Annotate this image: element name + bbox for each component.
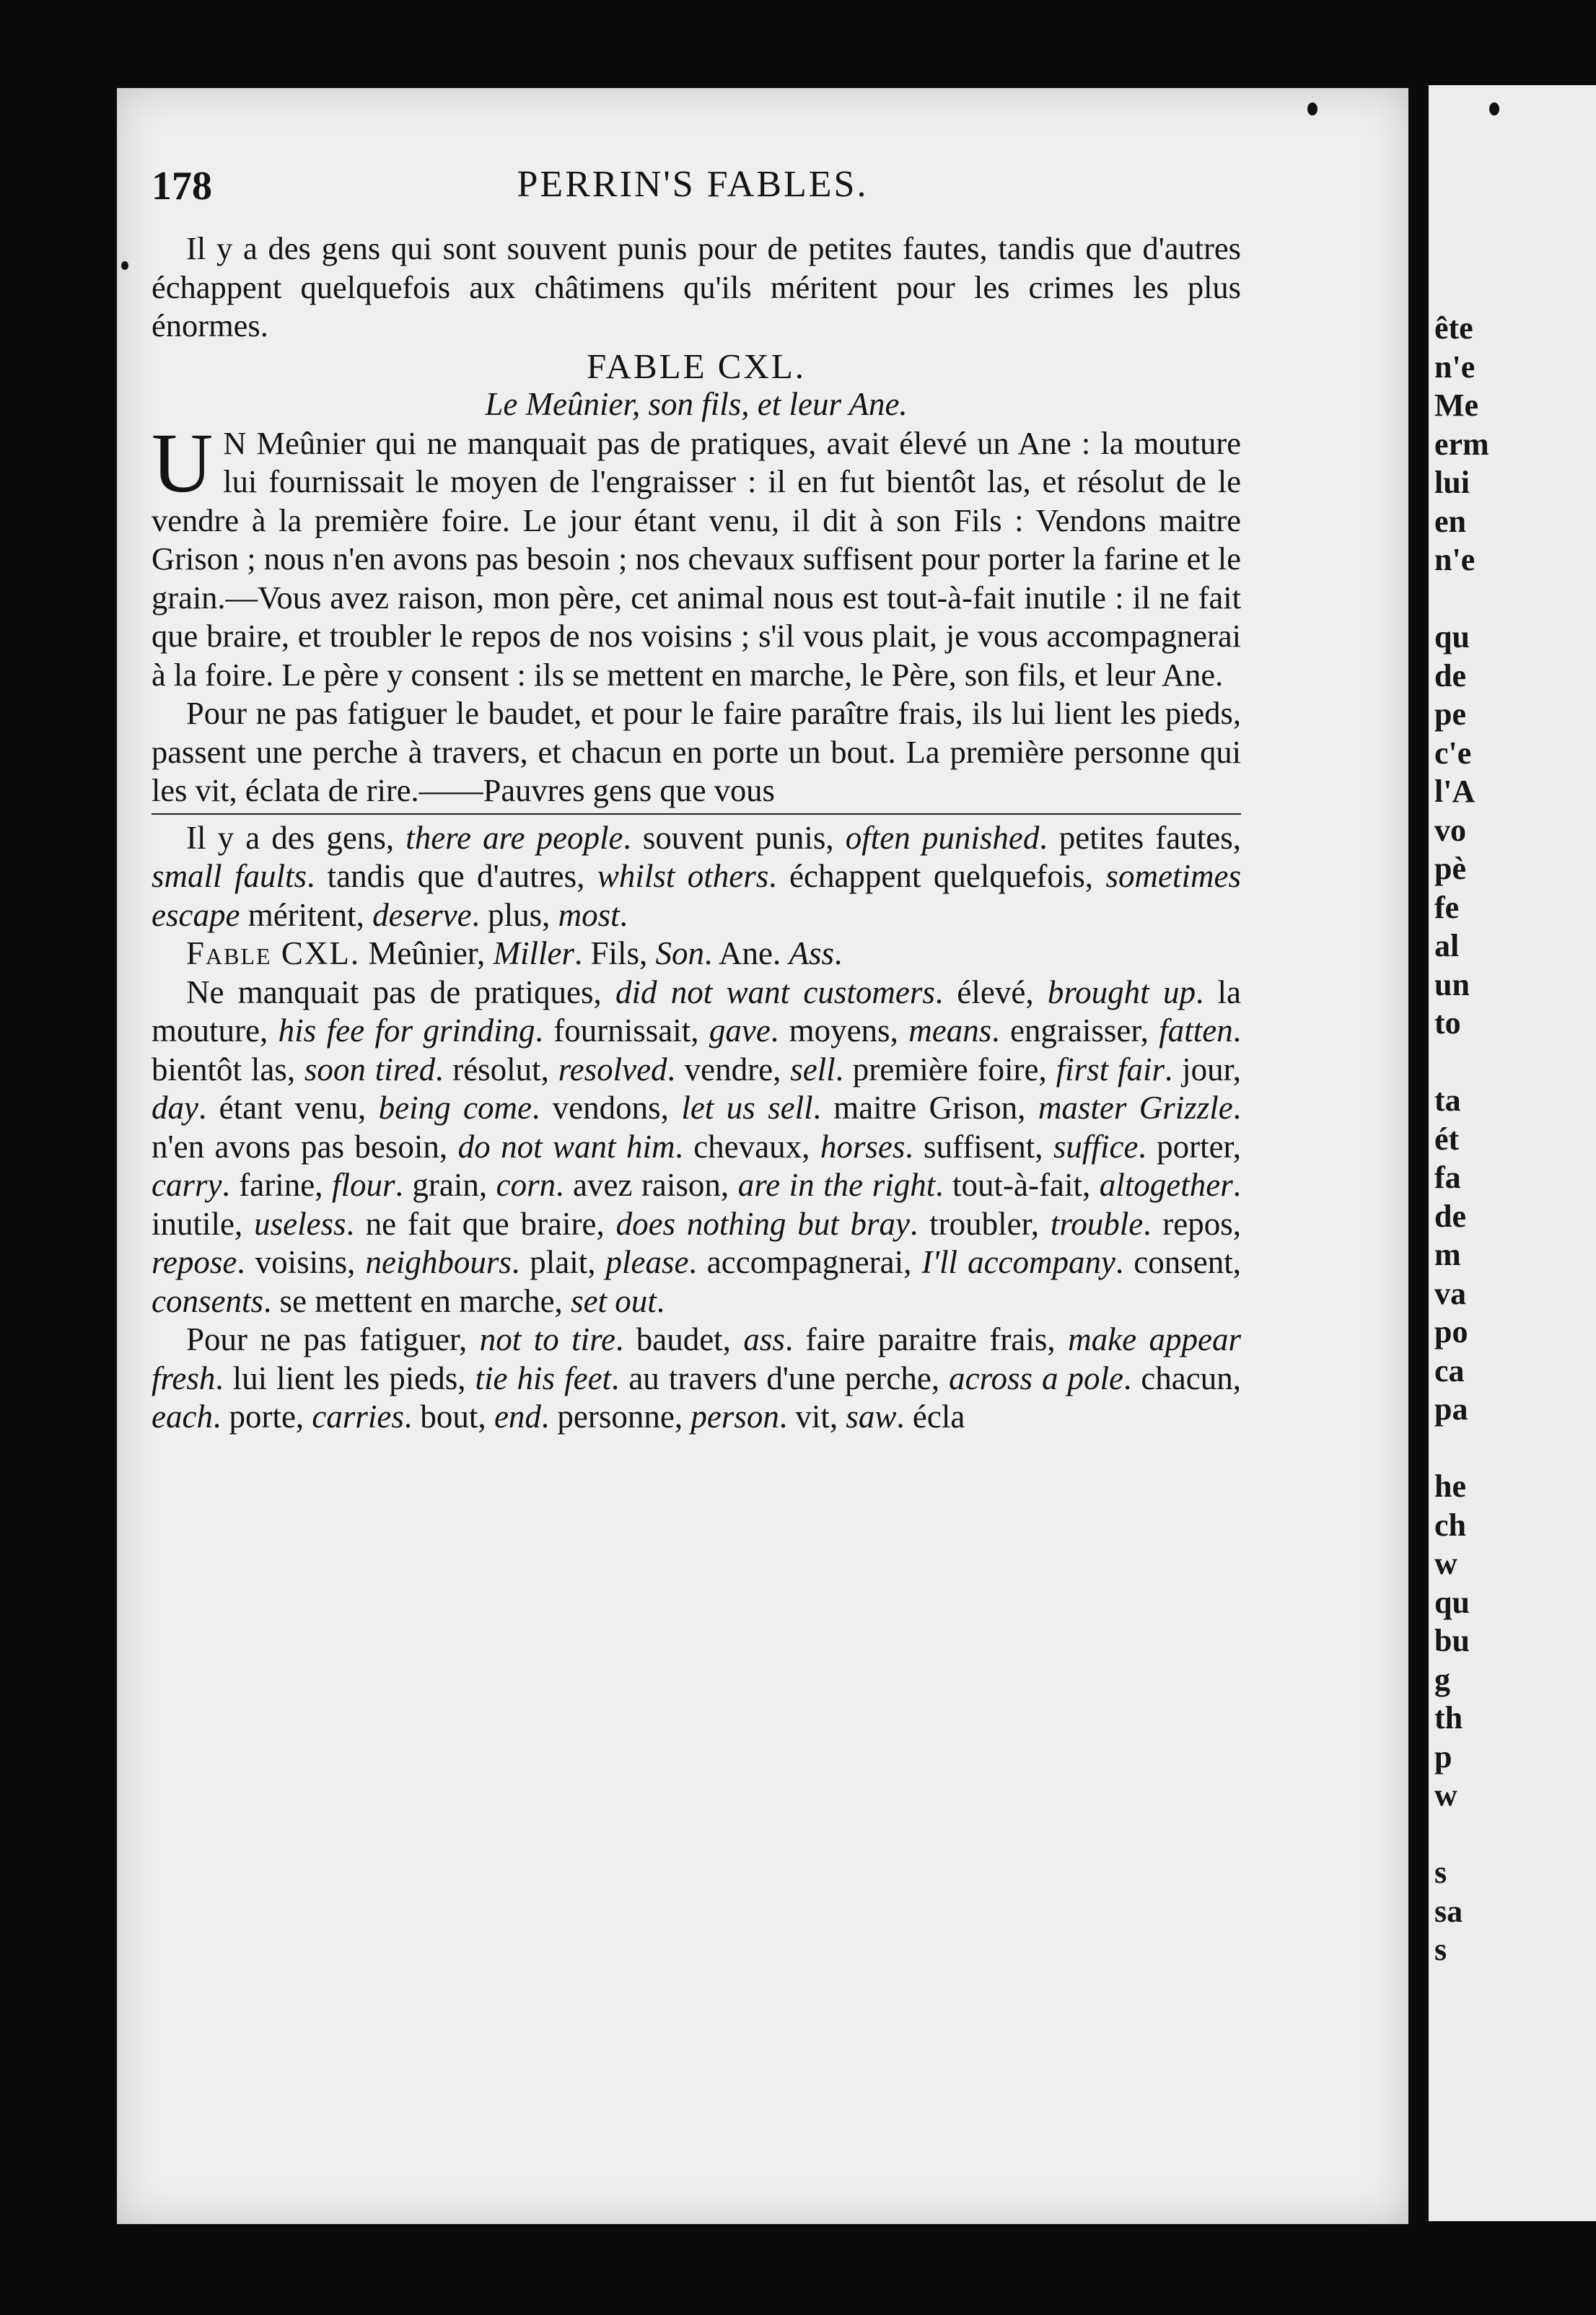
note-english-gloss: consents xyxy=(152,1282,263,1319)
next-page-fragment: bu xyxy=(1434,1623,1470,1658)
note-english-gloss: often punished xyxy=(845,819,1040,856)
note-english-gloss: corn xyxy=(496,1167,556,1203)
note-french-term: . grain, xyxy=(395,1167,496,1203)
next-page-fragments xyxy=(1434,309,1489,1969)
note-english-gloss: ass xyxy=(743,1321,785,1357)
note-french-term: . plus, xyxy=(471,896,558,933)
note-english-gloss: trouble xyxy=(1050,1205,1144,1242)
note-french-term: . résolut, xyxy=(435,1051,558,1088)
note-english-gloss: did not want customers xyxy=(615,973,935,1010)
note-english-gloss: Son xyxy=(655,935,705,971)
note-french-term: Meûnier, xyxy=(360,935,494,971)
next-page-fragment: pe xyxy=(1434,696,1466,732)
note-english-gloss: carries xyxy=(312,1399,404,1435)
page-number: 178 xyxy=(152,164,212,209)
note-french-term: . suffisent, xyxy=(905,1128,1053,1165)
note-english-gloss: tie his feet xyxy=(475,1360,612,1396)
note-english-gloss: small faults xyxy=(152,858,307,894)
next-page-fragment: fa xyxy=(1434,1160,1461,1195)
note-english-gloss: neighbours xyxy=(365,1244,512,1280)
note-english-gloss: please xyxy=(605,1244,689,1280)
note-french-term: . élevé, xyxy=(934,973,1048,1010)
note-english-gloss: make appear fresh xyxy=(152,1321,1242,1396)
note-french-term: . lui lient les pieds, xyxy=(215,1360,475,1396)
note-english-gloss: flour xyxy=(332,1167,395,1203)
note-french-term: . porte, xyxy=(212,1399,312,1435)
drop-cap: U xyxy=(152,415,214,510)
note-english-gloss: first fair xyxy=(1056,1051,1165,1088)
note-french-term: . xyxy=(834,935,843,971)
note-paragraph-1 xyxy=(152,819,1241,935)
note-french-term: . fournissait, xyxy=(535,1012,709,1049)
next-page-fragment: he xyxy=(1434,1469,1466,1504)
note-english-gloss: gave xyxy=(709,1012,771,1049)
next-page-edge xyxy=(1429,85,1596,2221)
note-english-gloss: resolved xyxy=(558,1051,667,1088)
note-french-term: . souvent punis, xyxy=(623,819,846,856)
running-head: PERRIN'S FABLES. xyxy=(517,164,869,205)
note-french-term: . écla xyxy=(896,1399,965,1435)
note-french-term: . xyxy=(656,1282,665,1319)
note-french-term: . Fils, xyxy=(574,935,656,971)
note-french-term: . maitre Grison, xyxy=(812,1090,1038,1126)
note-paragraph-4 xyxy=(152,1321,1241,1437)
note-english-gloss: most xyxy=(558,896,620,933)
note-english-gloss: day xyxy=(152,1090,198,1126)
next-page-fragment: lui xyxy=(1434,465,1470,500)
note-english-gloss: set out xyxy=(571,1282,657,1319)
note-french-term: . bientôt las, xyxy=(152,1012,1241,1088)
note-french-term: . se mettent en marche, xyxy=(263,1282,571,1319)
next-page-fragment: de xyxy=(1434,1198,1466,1234)
note-english-gloss: master Grizzle xyxy=(1038,1090,1233,1126)
next-page-fragment: po xyxy=(1434,1314,1468,1349)
next-page-fragment xyxy=(1434,1429,1489,1468)
next-page-fragment: l'A xyxy=(1434,774,1476,809)
note-french-term: . petites fautes, xyxy=(1039,819,1241,856)
note-english-gloss: being come xyxy=(378,1090,532,1126)
next-page-fragment: erm xyxy=(1434,426,1489,462)
note-french-term: . tandis que d'autres, xyxy=(306,858,597,894)
note-english-gloss: means xyxy=(908,1012,992,1049)
note-french-term: . voisins, xyxy=(237,1244,366,1280)
note-english-gloss: not to tire xyxy=(479,1321,616,1357)
note-french-term: . n'en avons pas besoin, xyxy=(152,1090,1242,1165)
note-french-term: . ne fait que braire, xyxy=(346,1205,616,1242)
note-french-term: Ne manquait pas de pratiques, xyxy=(186,973,615,1010)
note-french-term: . jour, xyxy=(1164,1051,1242,1088)
note-french-term: . moyens, xyxy=(770,1012,909,1049)
note-french-term: . repos, xyxy=(1143,1205,1241,1242)
page-body xyxy=(152,229,1241,1437)
note-french-term: . faire paraitre frais, xyxy=(784,1321,1069,1357)
note-english-gloss: fatten xyxy=(1159,1012,1233,1049)
next-page-fragment: al xyxy=(1434,928,1460,963)
note-english-gloss: carry xyxy=(152,1167,222,1203)
note-french-term: . avez raison, xyxy=(556,1167,738,1203)
note-english-gloss: across a pole xyxy=(949,1360,1124,1396)
note-english-gloss: repose xyxy=(152,1244,237,1280)
next-page-fragment: fe xyxy=(1434,889,1460,925)
note-english-gloss: are in the right xyxy=(737,1167,936,1203)
note-english-gloss: does nothing but bray xyxy=(615,1205,911,1242)
note-paragraph-3 xyxy=(152,973,1241,1321)
next-page-fragment: ca xyxy=(1434,1352,1465,1388)
note-french-term: . chevaux, xyxy=(675,1128,820,1165)
page-header xyxy=(152,163,1234,221)
fable-title: FABLE CXL. xyxy=(586,346,807,386)
next-page-fragment: w xyxy=(1434,1546,1457,1581)
note-english-gloss: his fee for grinding xyxy=(278,1012,535,1049)
next-page-fragment: n'e xyxy=(1434,349,1476,385)
note-french-term: . farine, xyxy=(222,1167,333,1203)
note-english-gloss: Miller xyxy=(493,935,574,971)
note-french-term: Il y a des gens, xyxy=(186,819,406,856)
note-french-term: . vit, xyxy=(779,1399,846,1435)
next-page-fragment: s xyxy=(1434,1932,1447,1967)
next-page-fragment: va xyxy=(1434,1275,1466,1311)
fable-paragraph-1 xyxy=(152,415,1241,695)
note-english-gloss: saw xyxy=(846,1399,897,1435)
notes-divider xyxy=(152,813,1241,815)
note-french-term: . personne, xyxy=(540,1399,691,1435)
note-french-term: . première foire, xyxy=(835,1051,1056,1088)
note-english-gloss: let us sell xyxy=(681,1090,813,1126)
next-page-fragment xyxy=(1434,579,1489,618)
note-english-gloss: end xyxy=(494,1399,541,1435)
note-french-term: . vendre, xyxy=(667,1051,791,1088)
note-english-gloss: deserve xyxy=(372,896,472,933)
note-french-term: . xyxy=(619,896,628,933)
next-page-fragment: w xyxy=(1434,1777,1457,1813)
paragraph-1-text: N Meûnier qui ne manquait pas de pratiques, avait élevé un Ane : la mouture lui fournissait le moyen de l'engraisser : il en fut bientôt las, et résolut de le vendre à la première foire. Le jour étant venu, il dit à son Fils : Vendons maitre Grison ; nous n'en avons pas besoin ; nos chevaux suffisent pour porter la farine et le grain.—Vous avez raison, mon père, cet animal nous est tout-à-fait inutile : il ne fait que braire, et troubler le repos de nos voisins ; s'il vous plait, je vous accompagnerai à la foire. Le père y consent : ils se mettent en marche, le Père, son fils, et leur Ane. xyxy=(152,424,1241,693)
next-page-fragment: pa xyxy=(1434,1391,1468,1427)
next-page-fragment: ch xyxy=(1434,1507,1466,1543)
note-english-gloss: whilst others xyxy=(597,858,769,894)
note-french-term: . porter, xyxy=(1138,1128,1241,1165)
fable-paragraph-2: Pour ne pas fatiguer le baudet, et pour le faire paraître frais, ils lui lient les pieds, passent une perche à travers, et chacun en porte un bout. La première personne qui les vit, éclata de rire.——Pauvres gens que vous xyxy=(152,695,1241,808)
vocabulary-notes xyxy=(152,819,1241,1437)
note-french-term: . la mouture, xyxy=(152,973,1241,1049)
note-english-gloss: horses xyxy=(820,1128,906,1165)
next-page-fragment: sa xyxy=(1434,1893,1463,1929)
note-french-term: . tout-à-fait, xyxy=(935,1167,1100,1203)
speck-mark xyxy=(1489,102,1499,115)
note-french-term: . troubler, xyxy=(910,1205,1051,1242)
next-page-fragment: th xyxy=(1434,1700,1463,1736)
note-french-term: . échappent quelquefois, xyxy=(768,858,1106,894)
note-french-term: . vendons, xyxy=(532,1090,682,1126)
note-french-term: . étant venu, xyxy=(198,1090,379,1126)
note-paragraph-2 xyxy=(152,935,1241,973)
note-french-term: . inutile, xyxy=(152,1167,1241,1242)
speck-mark xyxy=(1307,102,1317,115)
note-french-term: . consent, xyxy=(1115,1244,1241,1280)
next-page-fragment: ête xyxy=(1434,310,1473,346)
note-english-gloss: each xyxy=(152,1399,213,1435)
next-page-fragment: g xyxy=(1434,1661,1450,1697)
note-english-gloss: person xyxy=(690,1399,779,1435)
next-page-fragment: en xyxy=(1434,503,1466,539)
note-french-term: . bout, xyxy=(403,1399,494,1435)
note-french-term: . engraisser, xyxy=(991,1012,1159,1049)
note-english-gloss: altogether xyxy=(1099,1167,1233,1203)
note-english-gloss: I'll accompany xyxy=(921,1244,1115,1280)
next-page-fragment xyxy=(1434,1815,1489,1854)
next-page-fragment: m xyxy=(1434,1237,1461,1272)
note-french-term: . au travers d'une perche, xyxy=(611,1360,950,1396)
note-english-gloss: useless xyxy=(254,1205,346,1242)
note-english-gloss: sometimes escape xyxy=(152,858,1241,933)
next-page-fragment: pè xyxy=(1434,851,1466,886)
note-french-term: . accompagnerai, xyxy=(688,1244,922,1280)
note-english-gloss: sell xyxy=(790,1051,836,1088)
next-page-fragment: p xyxy=(1434,1738,1452,1774)
next-page-fragment: qu xyxy=(1434,1584,1470,1620)
note-french-term: . plait, xyxy=(511,1244,606,1280)
moral-text: Il y a des gens qui sont souvent punis pour de petites fautes, tandis que d'autres échappent quelquefois aux châtimens qu'ils méritent pour les crimes les plus énormes. xyxy=(152,230,1241,343)
next-page-fragment: de xyxy=(1434,657,1466,693)
note-french-term: . Ane. xyxy=(704,935,789,971)
next-page-fragment: ét xyxy=(1434,1121,1460,1157)
note-english-gloss: Ass xyxy=(789,935,835,971)
next-page-fragment: qu xyxy=(1434,619,1470,655)
next-page-fragment xyxy=(1434,1043,1489,1082)
note-french-term: Pour ne pas fatiguer, xyxy=(186,1321,480,1357)
note-french-term: méritent, xyxy=(240,896,373,933)
next-page-fragment: Me xyxy=(1434,388,1479,423)
note-english-gloss: suffice xyxy=(1053,1128,1139,1165)
next-page-fragment: un xyxy=(1434,966,1470,1002)
next-page-fragment: c'e xyxy=(1434,735,1472,771)
next-page-fragment: s xyxy=(1434,1855,1447,1890)
note-french-term: . baudet, xyxy=(615,1321,744,1357)
fable-subtitle: Le Meûnier, son fils, et leur Ane. xyxy=(485,386,908,422)
next-page-fragment: n'e xyxy=(1434,542,1476,577)
note-english-gloss: brought up xyxy=(1047,973,1196,1010)
note-english-gloss: do not want him xyxy=(457,1128,675,1165)
next-page-fragment: vo xyxy=(1434,812,1466,848)
next-page-fragment: ta xyxy=(1434,1082,1461,1118)
next-page-fragment: to xyxy=(1434,1005,1461,1041)
speck-mark xyxy=(121,261,128,270)
note-fable-label: Fable CXL. xyxy=(186,935,361,971)
note-french-term: . chacun, xyxy=(1123,1360,1242,1396)
note-english-gloss: soon tired xyxy=(304,1051,436,1088)
note-english-gloss: there are people xyxy=(405,819,623,856)
